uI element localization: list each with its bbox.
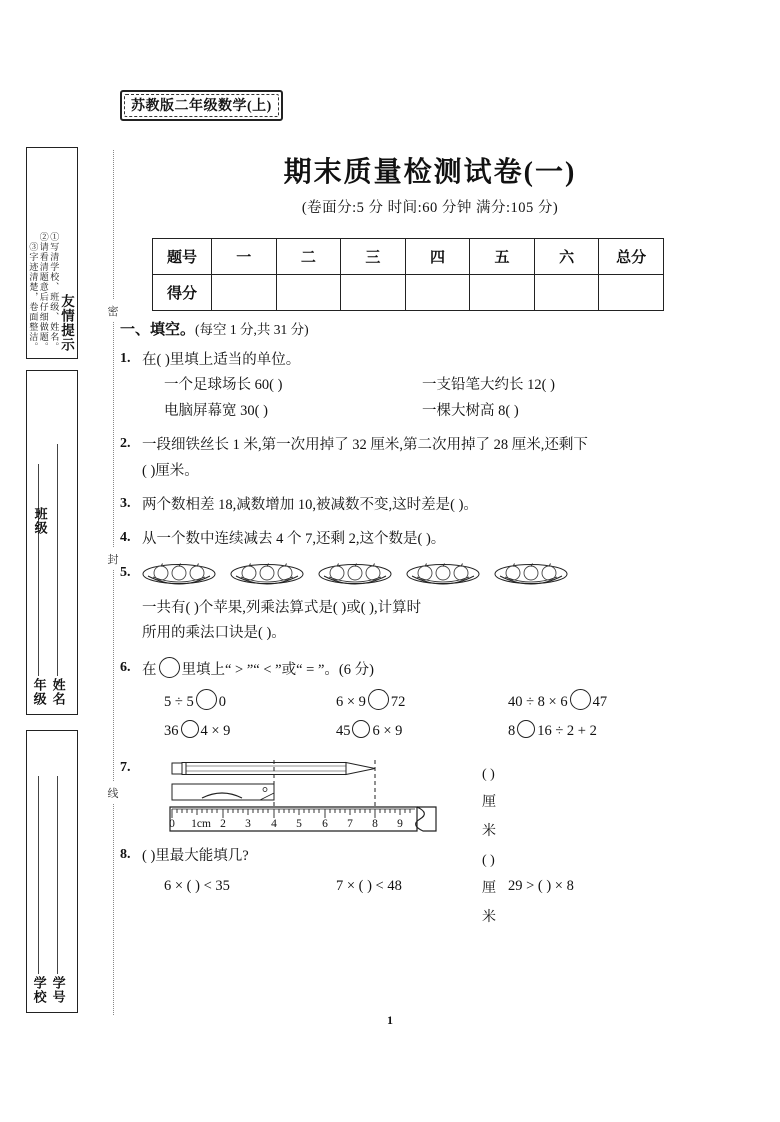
ruler-tick-2: 2 [220,817,226,830]
question-6-expression-5 [336,719,508,744]
question-8-expression-2: 7 × ( ) < 48 [335,877,402,894]
seal-char-mi: 密 [104,300,122,322]
score-cell-6[interactable] [534,275,599,311]
answer-circle[interactable] [181,720,199,738]
question-1-stem: 在( )里填上适当的单位。 [142,352,301,368]
expr-right: 4 × 9 [200,723,231,740]
table-row-scores [153,275,664,311]
expr-right: 16 ÷ 2 + 2 [537,723,597,740]
ruler-tick-0: 0 [169,817,175,830]
field-nianji[interactable]: 年级 [32,464,46,706]
table-row-header [153,239,664,275]
expr-left: 36 [164,723,179,740]
expr-right: 72 [390,693,406,710]
tip-line-1: ①写清学校、班级、姓名。 [49,232,60,352]
page-subtitle: (卷面分:5 分 时间:60 分钟 满分:105 分) [301,200,559,216]
ruler-tick-1: 1cm [191,817,211,830]
edition-badge: 苏教版二年级数学(上) [120,90,283,121]
score-col-1: 一 [212,239,277,275]
eraser-icon [172,784,274,800]
expr-left: 40 ÷ 8 × 6 [507,693,568,710]
expr-left: 45 [335,723,351,740]
question-3-stem: 两个数相差 18,减数增加 10,被减数不变,这时差是( )。 [142,496,478,513]
tips-title: 友情提示 [59,294,74,352]
section-heading-text: 一、填空。 [120,322,196,338]
field-xuexiao[interactable]: 学校 [32,776,46,1004]
apple-plates-figure [142,562,680,592]
question-6-stem [142,657,680,683]
question-8-expression-1: 6 × ( ) < 35 [164,877,230,894]
question-7-answer-1: ( )厘米 [482,766,496,839]
student-info-box-upper [26,370,78,715]
exam-content [120,318,680,925]
section-heading-note: (每空 1 分,共 31 分) [195,322,309,337]
question-5-line-1: 一共有( )个苹果,列乘法算式是( )或( ),计算时 [142,599,422,616]
score-col-4: 四 [405,239,470,275]
question-2-line-1: 一段细铁丝长 1 米,第一次用掉了 32 厘米,第二次用掉了 28 厘米,还剩下 [142,437,588,454]
seal-char-xian: 线 [104,782,122,804]
question-5-number: 5. [120,564,131,580]
score-col-3: 三 [341,239,406,275]
ruler-icon [169,807,436,831]
question-1-number: 1. [120,351,131,366]
student-info-box-lower [26,730,78,1013]
page-title: 期末质量检测试卷(一) [283,157,577,188]
score-row-label-defen: 得分 [153,275,212,311]
question-7-number: 7. [120,759,131,775]
question-1-item-4: 一棵大树高 8( ) [422,402,519,419]
question-2 [120,433,680,484]
score-cell-2[interactable] [276,275,341,311]
seal-char-feng: 封 [104,548,122,570]
question-3 [120,493,680,518]
question-5 [120,562,680,647]
score-col-total: 总分 [599,239,664,275]
score-col-2: 二 [276,239,341,275]
expr-right: 6 × 9 [372,723,403,740]
answer-circle[interactable] [159,657,180,678]
question-8-stem: ( )里最大能填几? [142,847,249,864]
question-5-line-2: 所用的乘法口诀是( )。 [142,625,286,641]
ruler-tick-7: 7 [347,817,353,830]
score-cell-4[interactable] [405,275,470,311]
section-heading [120,318,680,339]
expr-right: 47 [592,693,608,710]
field-banji-label: 班级 [32,507,48,535]
question-6-expression-1 [164,689,336,715]
question-7-answer-2: ( )厘米 [482,852,496,925]
score-cell-3[interactable] [341,275,406,311]
question-8 [120,844,680,900]
question-6-expression-3 [508,689,680,715]
ruler-tick-8: 8 [372,817,378,830]
answer-circle[interactable] [352,720,370,738]
ruler-tick-4: 4 [271,817,277,830]
plate-with-apples [494,562,568,592]
expr-left: 5 ÷ 5 [164,693,194,710]
question-2-line-2: ( )厘米。 [142,462,199,479]
question-6-number: 6. [120,660,131,676]
page-number: 1 [387,1013,393,1027]
tip-line-3: ③字迹清楚，卷面整洁。 [28,242,39,352]
question-8-expression-3: 29 > ( ) × 8 [507,877,574,894]
question-1-item-2: 一支铅笔大约长 12( ) [422,377,555,394]
ruler-tick-9: 9 [397,817,403,830]
plate-with-apples [142,562,216,592]
tips-box [26,147,78,359]
answer-circle[interactable] [368,689,389,710]
plate-with-apples [318,562,392,592]
plate-with-apples [406,562,480,592]
tip-line-2: ②请看清题意后仔细做题。 [38,232,49,352]
question-1 [120,348,680,424]
expr-right: 0 [218,693,226,710]
question-4 [120,527,680,552]
question-2-number: 2. [120,436,131,452]
question-4-stem: 从一个数中连续减去 4 个 7,还剩 2,这个数是( )。 [142,531,446,548]
answer-circle[interactable] [570,689,591,710]
question-3-number: 3. [120,495,131,511]
question-8-number: 8. [120,846,131,862]
expr-left: 6 × 9 [335,693,366,710]
answer-circle[interactable] [196,689,217,710]
expr-left: 8 [507,723,516,740]
question-1-item-1: 一个足球场长 60( ) [164,377,283,394]
question-1-item-3: 电脑屏幕宽 30( ) [164,402,268,419]
question-6-stem-a: 在 [142,662,157,679]
score-col-5: 五 [470,239,535,275]
answer-circle[interactable] [517,720,535,738]
question-6-stem-b: 里填上“ > ”“ < ”或“ = ”。(6 分) [181,662,374,679]
question-6-expression-2 [336,689,508,715]
seal-dotted-line [113,150,114,1015]
score-table [152,238,664,311]
field-xuehao[interactable]: 学号 [51,776,65,1004]
score-row-label-tihao: 题号 [153,239,212,275]
field-xingming[interactable]: 姓名 [51,444,65,706]
plate-with-apples [230,562,304,592]
question-6-expression-4 [164,719,336,744]
question-4-number: 4. [120,530,131,546]
score-col-6: 六 [534,239,599,275]
ruler-tick-3: 3 [245,817,251,830]
ruler-tick-5: 5 [296,817,302,830]
score-cell-5[interactable] [470,275,535,311]
score-cell-total[interactable] [599,275,664,311]
question-6 [120,657,680,744]
question-6-expression-6 [508,719,680,744]
score-cell-1[interactable] [212,275,277,311]
ruler-tick-6: 6 [322,817,328,830]
